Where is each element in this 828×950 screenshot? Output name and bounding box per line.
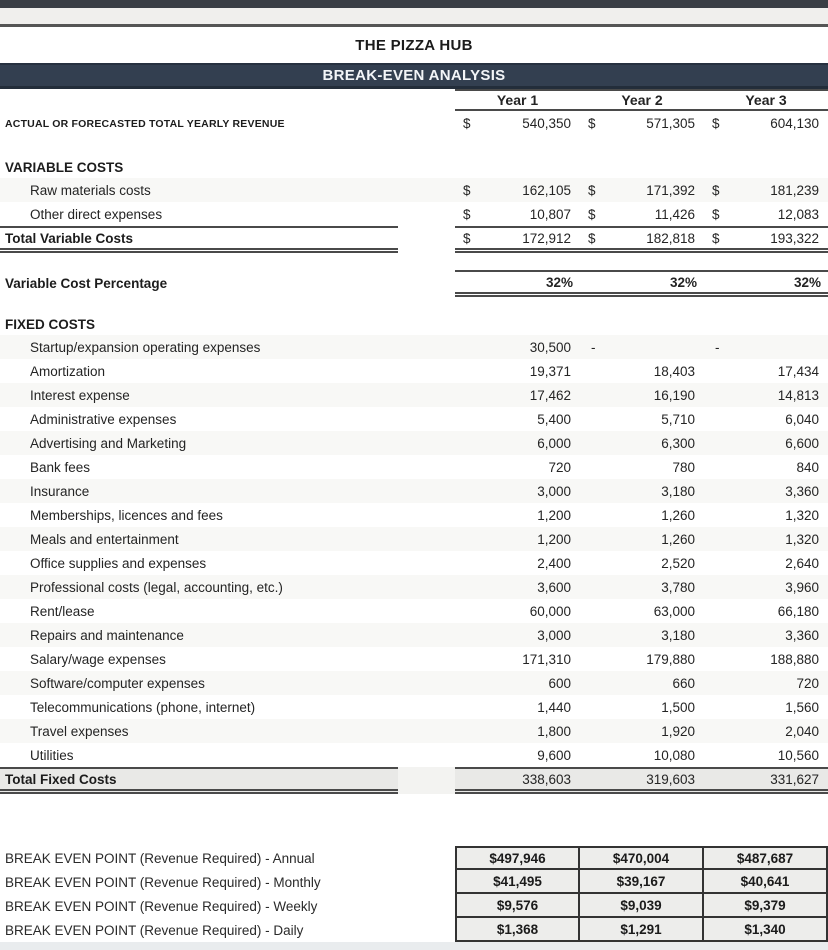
break-even-label: BREAK EVEN POINT (Revenue Required) - Weekly	[5, 898, 318, 914]
fixed-cost-label: Amortization	[30, 363, 106, 379]
fixed-cost-row	[0, 335, 828, 359]
revenue-year1-value: 540,350	[522, 116, 571, 131]
fixed-cost-year2-value: -	[591, 339, 596, 355]
total-fixed-costs-label: Total Fixed Costs	[0, 767, 398, 794]
fixed-cost-year3-value: 2,040	[785, 723, 819, 739]
break-even-year2-value: $470,004	[580, 846, 704, 870]
break-even-year2-value: $39,167	[580, 870, 704, 894]
fixed-cost-year3-value: 10,560	[777, 747, 819, 763]
revenue-year3-cell	[704, 111, 828, 136]
total-variable-year1-cell	[455, 228, 580, 248]
fixed-cost-year1-value: 600	[548, 675, 571, 691]
column-header-year2: Year 2	[621, 92, 663, 108]
fixed-cost-label: Professional costs (legal, accounting, etc.)	[30, 579, 283, 595]
currency-symbol: $	[463, 206, 471, 222]
fixed-cost-year1-value: 17,462	[529, 387, 571, 403]
page-bottom-band	[0, 942, 828, 950]
break-even-year1-value: $1,368	[455, 918, 580, 942]
fixed-cost-row	[0, 695, 828, 719]
fixed-cost-row	[0, 599, 828, 623]
currency-symbol: $	[588, 230, 596, 246]
fixed-cost-year3-value: 1,320	[785, 531, 819, 547]
fixed-cost-row	[0, 719, 828, 743]
fixed-cost-year3-value: 840	[796, 459, 819, 475]
break-even-row	[0, 918, 828, 942]
variable-cost-row	[0, 202, 828, 226]
variable-cost-year3-value: 12,083	[777, 206, 819, 222]
variable-cost-label: Raw materials costs	[30, 182, 151, 198]
revenue-label: ACTUAL OR FORECASTED TOTAL YEARLY REVENUE	[5, 117, 285, 130]
page-margin-band	[0, 8, 828, 24]
variable-cost-row	[0, 178, 828, 202]
variable-cost-year3-value: 181,239	[770, 182, 819, 198]
fixed-cost-row	[0, 551, 828, 575]
fixed-cost-label: Office supplies and expenses	[30, 555, 207, 571]
fixed-cost-label: Meals and entertainment	[30, 531, 179, 547]
total-fixed-year2-value: 319,603	[646, 771, 695, 787]
fixed-cost-year2-value: 660	[672, 675, 695, 691]
fixed-cost-year1-value: 5,400	[537, 411, 571, 427]
break-even-year1-value: $497,946	[455, 846, 580, 870]
fixed-cost-label: Telecommunications (phone, internet)	[30, 699, 256, 715]
fixed-cost-year1-value: 1,200	[537, 531, 571, 547]
variable-cost-label: Other direct expenses	[30, 206, 163, 222]
year-header-row	[0, 89, 828, 111]
variable-cost-pct-year1: 32%	[545, 274, 573, 290]
fixed-cost-label: Bank fees	[30, 459, 91, 475]
fixed-cost-year3-value: 3,360	[785, 627, 819, 643]
fixed-cost-year2-value: 2,520	[661, 555, 695, 571]
fixed-cost-year2-value: 1,500	[661, 699, 695, 715]
fixed-cost-label: Startup/expansion operating expenses	[30, 339, 261, 355]
fixed-cost-year2-value: 179,880	[646, 651, 695, 667]
variable-cost-year2-value: 171,392	[646, 182, 695, 198]
total-variable-year2-cell	[580, 228, 704, 248]
currency-symbol: $	[588, 116, 596, 131]
fixed-cost-year1-value: 3,000	[537, 483, 571, 499]
column-header-year3: Year 3	[745, 92, 787, 108]
fixed-cost-year1-value: 19,371	[529, 363, 571, 379]
fixed-cost-label: Insurance	[30, 483, 90, 499]
fixed-cost-year2-value: 3,180	[661, 627, 695, 643]
fixed-cost-row	[0, 383, 828, 407]
break-even-year3-value: $40,641	[704, 870, 828, 894]
fixed-cost-row	[0, 623, 828, 647]
fixed-cost-row	[0, 407, 828, 431]
fixed-cost-year3-value: 188,880	[770, 651, 819, 667]
break-even-table	[0, 846, 828, 942]
fixed-cost-row	[0, 431, 828, 455]
variable-costs-section-header: VARIABLE COSTS	[5, 159, 124, 175]
currency-symbol: $	[712, 206, 720, 222]
fixed-cost-label: Utilities	[30, 747, 74, 763]
fixed-cost-year2-value: 16,190	[653, 387, 695, 403]
variable-cost-percentage-label: Variable Cost Percentage	[5, 276, 168, 291]
fixed-cost-year2-value: 1,260	[661, 531, 695, 547]
total-fixed-year3-value: 331,627	[770, 771, 819, 787]
fixed-cost-label: Salary/wage expenses	[30, 651, 166, 667]
fixed-cost-year2-value: 6,300	[661, 435, 695, 451]
total-variable-year1-value: 172,912	[522, 230, 571, 246]
revenue-row	[0, 111, 828, 136]
variable-cost-pct-year2: 32%	[669, 274, 697, 290]
fixed-cost-row	[0, 503, 828, 527]
break-even-row	[0, 870, 828, 894]
currency-symbol: $	[463, 116, 471, 131]
fixed-cost-row	[0, 527, 828, 551]
break-even-year1-value: $9,576	[455, 894, 580, 918]
fixed-cost-year3-value: 17,434	[777, 363, 819, 379]
variable-cost-year1-cell	[455, 178, 580, 202]
variable-cost-year2-value: 11,426	[654, 206, 695, 222]
fixed-cost-year1-value: 2,400	[537, 555, 571, 571]
break-even-label: BREAK EVEN POINT (Revenue Required) - Monthly	[5, 874, 321, 890]
fixed-cost-year1-value: 3,000	[537, 627, 571, 643]
fixed-cost-year2-value: 63,000	[653, 603, 695, 619]
fixed-cost-year1-value: 720	[548, 459, 571, 475]
fixed-cost-year3-value: 6,040	[785, 411, 819, 427]
fixed-cost-label: Administrative expenses	[30, 411, 177, 427]
fixed-cost-row	[0, 743, 828, 767]
fixed-cost-row	[0, 455, 828, 479]
break-even-year3-value: $487,687	[704, 846, 828, 870]
fixed-cost-row	[0, 671, 828, 695]
fixed-cost-year2-value: 5,710	[661, 411, 695, 427]
currency-symbol: $	[712, 182, 720, 198]
break-even-row	[0, 846, 828, 870]
variable-cost-pct-year3: 32%	[793, 274, 821, 290]
variable-cost-year2-cell	[580, 202, 704, 226]
fixed-cost-year2-value: 3,780	[661, 579, 695, 595]
fixed-cost-row	[0, 479, 828, 503]
fixed-cost-label: Software/computer expenses	[30, 675, 205, 691]
revenue-year3-value: 604,130	[770, 116, 819, 131]
variable-cost-year3-cell	[704, 178, 828, 202]
report-banner-title: BREAK-EVEN ANALYSIS	[322, 67, 506, 84]
fixed-cost-year1-value: 3,600	[537, 579, 571, 595]
fixed-cost-year3-value: 720	[796, 675, 819, 691]
break-even-year3-value: $1,340	[704, 918, 828, 942]
break-even-year2-value: $1,291	[580, 918, 704, 942]
fixed-cost-year3-value: 6,600	[785, 435, 819, 451]
break-even-label: BREAK EVEN POINT (Revenue Required) - Daily	[5, 922, 304, 938]
fixed-cost-label: Interest expense	[30, 387, 130, 403]
fixed-cost-year2-value: 3,180	[661, 483, 695, 499]
break-even-year2-value: $9,039	[580, 894, 704, 918]
fixed-cost-year3-value: 2,640	[785, 555, 819, 571]
total-variable-year3-value: 193,322	[770, 230, 819, 246]
break-even-row	[0, 894, 828, 918]
currency-symbol: $	[588, 206, 596, 222]
fixed-cost-year2-value: 1,920	[661, 723, 695, 739]
fixed-cost-year1-value: 60,000	[529, 603, 571, 619]
currency-symbol: $	[712, 116, 720, 131]
fixed-cost-year1-value: 1,800	[537, 723, 571, 739]
fixed-cost-year1-value: 171,310	[522, 651, 571, 667]
total-variable-costs-row	[0, 226, 828, 253]
column-header-year1: Year 1	[496, 92, 539, 108]
fixed-cost-year3-value: 14,813	[777, 387, 819, 403]
fixed-cost-year1-value: 1,200	[537, 507, 571, 523]
window-top-strip	[0, 0, 828, 8]
fixed-cost-label: Travel expenses	[30, 723, 129, 739]
fixed-costs-list	[0, 335, 828, 767]
variable-cost-year2-cell	[580, 178, 704, 202]
variable-costs-list	[0, 178, 828, 226]
fixed-cost-label: Advertising and Marketing	[30, 435, 187, 451]
revenue-year2-cell	[580, 111, 704, 136]
fixed-cost-year1-value: 1,440	[537, 699, 571, 715]
fixed-cost-year2-value: 1,260	[661, 507, 695, 523]
fixed-cost-year1-value: 30,500	[529, 339, 571, 355]
fixed-cost-year2-value: 18,403	[653, 363, 695, 379]
currency-symbol: $	[712, 230, 720, 246]
revenue-year2-value: 571,305	[646, 116, 695, 131]
fixed-cost-year3-value: 3,360	[785, 483, 819, 499]
fixed-cost-year3-value: -	[715, 339, 720, 355]
company-title: THE PIZZA HUB	[355, 36, 473, 54]
fixed-cost-label: Repairs and maintenance	[30, 627, 184, 643]
variable-cost-year1-value: 162,105	[522, 182, 571, 198]
fixed-cost-year2-value: 10,080	[653, 747, 695, 763]
fixed-cost-row	[0, 647, 828, 671]
variable-cost-year1-value: 10,807	[529, 206, 571, 222]
fixed-cost-year1-value: 6,000	[537, 435, 571, 451]
fixed-cost-row	[0, 359, 828, 383]
break-even-label: BREAK EVEN POINT (Revenue Required) - Annual	[5, 850, 315, 866]
total-variable-year3-cell	[704, 228, 828, 248]
fixed-costs-section-header: FIXED COSTS	[5, 316, 96, 332]
fixed-cost-year2-value: 780	[672, 459, 695, 475]
currency-symbol: $	[463, 182, 471, 198]
fixed-cost-year1-value: 9,600	[537, 747, 571, 763]
total-variable-year2-value: 182,818	[646, 230, 695, 246]
fixed-cost-label: Rent/lease	[30, 603, 95, 619]
total-variable-costs-label: Total Variable Costs	[0, 226, 398, 253]
currency-symbol: $	[463, 230, 471, 246]
fixed-cost-year3-value: 3,960	[785, 579, 819, 595]
report-banner	[0, 63, 828, 89]
variable-cost-year3-cell	[704, 202, 828, 226]
variable-cost-year1-cell	[455, 202, 580, 226]
variable-cost-percentage-row	[0, 270, 828, 297]
break-even-year3-value: $9,379	[704, 894, 828, 918]
revenue-year1-cell	[455, 111, 580, 136]
total-fixed-costs-row	[0, 767, 828, 794]
fixed-cost-year3-value: 1,320	[785, 507, 819, 523]
fixed-cost-row	[0, 575, 828, 599]
break-even-year1-value: $41,495	[455, 870, 580, 894]
fixed-cost-label: Memberships, licences and fees	[30, 507, 223, 523]
currency-symbol: $	[588, 182, 596, 198]
fixed-cost-year3-value: 66,180	[777, 603, 819, 619]
total-fixed-year1-value: 338,603	[522, 771, 571, 787]
fixed-cost-year3-value: 1,560	[785, 699, 819, 715]
